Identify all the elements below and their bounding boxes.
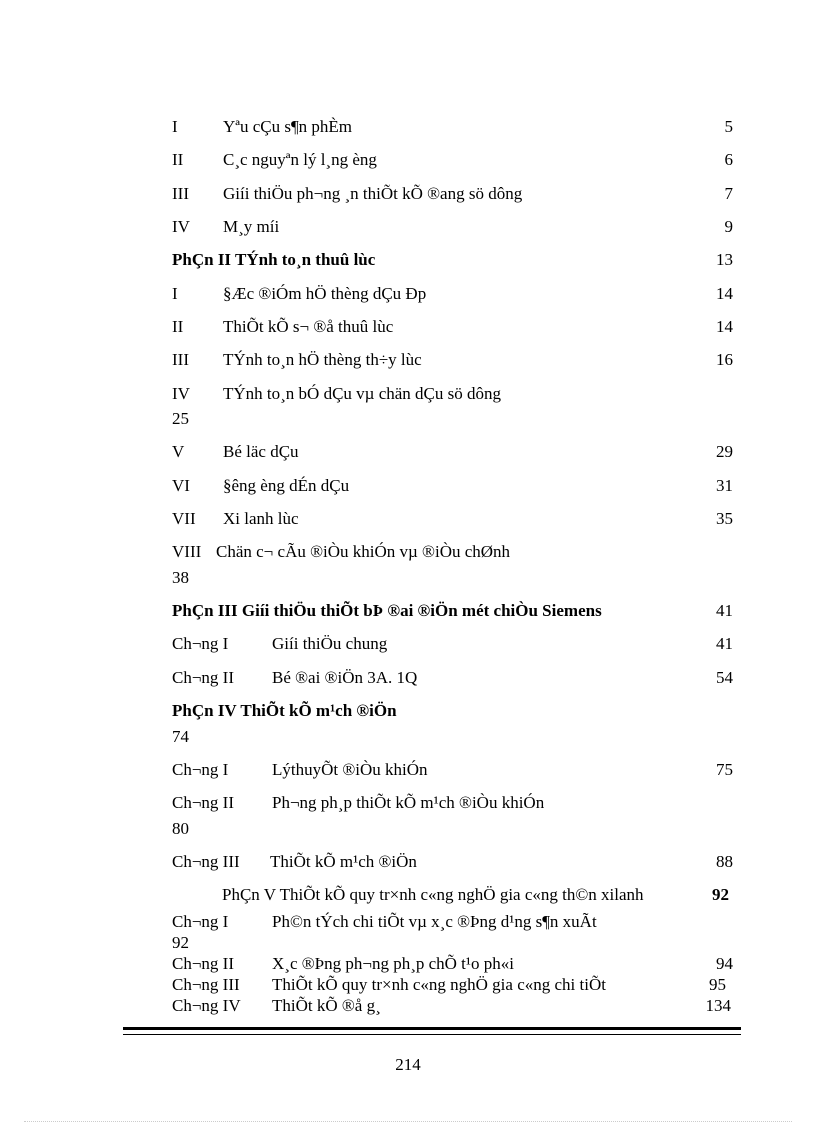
- toc-page: 9: [724, 217, 733, 236]
- toc-section-heading: [222, 884, 729, 906]
- footer-rule-thin: [123, 1034, 741, 1035]
- toc-title: Giíi thiÖu chung: [272, 634, 388, 653]
- toc-title: X¸c ®Þng ph¬ng ph¸p chÕ t¹o ph«i: [272, 954, 514, 973]
- toc-row: [172, 792, 733, 814]
- toc-number: III: [172, 184, 189, 203]
- toc-row: [172, 508, 733, 530]
- toc-row: [172, 349, 733, 371]
- toc-title: Bé ®ai ®iÖn 3A. 1Q: [272, 668, 418, 687]
- toc-row: [172, 383, 733, 405]
- toc-page-wrapped: 38: [172, 568, 189, 587]
- toc-row: [172, 283, 733, 305]
- toc-number: I: [172, 284, 178, 303]
- toc-title: Bé läc dÇu: [223, 442, 299, 461]
- toc-title: Giíi thiÖu ph¬ng ¸n thiÕt kÕ ®ang sö dông: [223, 184, 523, 203]
- toc-page: 14: [716, 284, 733, 303]
- toc-page: 54: [716, 668, 733, 687]
- page-number: 214: [395, 1055, 421, 1074]
- section-title: PhÇn II TÝnh to¸n thuû lùc: [172, 250, 376, 269]
- toc-row: [172, 216, 733, 238]
- toc-number: V: [172, 442, 185, 461]
- toc-page: 35: [716, 509, 733, 528]
- toc-page: 41: [716, 634, 733, 653]
- toc-page: 14: [716, 317, 733, 336]
- toc-page: 95: [709, 975, 726, 994]
- toc-row: [172, 441, 733, 463]
- toc-page: 75: [716, 760, 733, 779]
- toc-page: 5: [724, 117, 733, 136]
- toc-page: 13: [716, 250, 733, 269]
- toc-section-heading: [172, 249, 733, 271]
- toc-number: VII: [172, 509, 196, 528]
- toc-row: [172, 475, 733, 497]
- toc-row: [172, 995, 733, 1017]
- footer-rule-thick: [123, 1027, 741, 1030]
- toc-section-heading: [172, 600, 733, 622]
- toc-row: [172, 953, 733, 975]
- toc-number: III: [172, 350, 189, 369]
- toc-row: [172, 316, 733, 338]
- toc-number: Ch¬ng III: [172, 852, 240, 871]
- toc-row: [172, 541, 733, 563]
- toc-title: Xi lanh lùc: [223, 509, 299, 528]
- toc-page: 31: [716, 476, 733, 495]
- toc-number: Ch¬ng II: [172, 954, 234, 973]
- section-title: PhÇn III Giíi thiÖu thiÕt bÞ ®ai ®iÖn mét chiÒu Siemens: [172, 601, 602, 620]
- toc-title: ThiÕt kÕ s¬ ®å thuû lùc: [223, 317, 394, 336]
- toc-title: Chän c¬ cÃu ®iÒu khiÓn vµ ®iÒu chØnh: [216, 542, 511, 561]
- toc-title: TÝnh to¸n bÓ dÇu vµ chän dÇu sö dông: [223, 384, 502, 403]
- toc-page: 6: [724, 150, 733, 169]
- toc-page: 94: [716, 954, 733, 973]
- toc-title: Yªu cÇu s¶n phÈm: [223, 117, 353, 136]
- toc-title: TÝnh to¸n hÖ thèng th÷y lùc: [223, 350, 422, 369]
- toc-page: 134: [705, 996, 731, 1015]
- toc-row: [172, 851, 733, 873]
- toc-number: VI: [172, 476, 190, 495]
- toc-title: §Æc ®iÓm hÖ thèng dÇu Ðp: [223, 284, 427, 303]
- toc-row: [172, 149, 733, 171]
- toc-title: Ph©n tÝch chi tiÕt vµ x¸c ®Þng d¹ng s¶n xuÃt: [272, 912, 597, 931]
- toc-number: IV: [172, 384, 190, 403]
- toc-page: 16: [716, 350, 733, 369]
- toc-number: Ch¬ng II: [172, 793, 234, 812]
- toc-number: Ch¬ng II: [172, 668, 234, 687]
- toc-title: LýthuyÕt ®iÒu khiÓn: [272, 760, 428, 779]
- toc-title: ThiÕt kÕ m¹ch ®iÖn: [270, 852, 417, 871]
- toc-section-heading: [172, 700, 733, 722]
- toc-title: Ph¬ng ph¸p thiÕt kÕ m¹ch ®iÒu khiÓn: [272, 793, 545, 812]
- toc-number: I: [172, 117, 178, 136]
- toc-page-wrapped: 74: [172, 727, 189, 746]
- toc-title: ThiÕt kÕ ®å g¸: [272, 996, 381, 1015]
- page-edge-divider: [24, 1121, 792, 1122]
- toc-page: 41: [716, 601, 733, 620]
- toc-title: C¸c nguyªn lý l¸ng èng: [223, 150, 377, 169]
- toc-title: ThiÕt kÕ quy tr×nh c«ng nghÖ gia c«ng chi tiÕt: [272, 975, 606, 994]
- toc-row: [172, 633, 733, 655]
- toc-page: 7: [724, 184, 733, 203]
- toc-row: [172, 116, 733, 138]
- toc-page: 29: [716, 442, 733, 461]
- toc-row: [172, 183, 733, 205]
- toc-row: [172, 974, 733, 996]
- section-title: PhÇn V ThiÕt kÕ quy tr×nh c«ng nghÖ gia c«ng th©n xilanh: [222, 885, 644, 904]
- toc-row: [172, 759, 733, 781]
- toc-number: II: [172, 317, 184, 336]
- toc-number: II: [172, 150, 184, 169]
- toc-page-wrapped: 92: [172, 933, 189, 952]
- toc-page: 88: [716, 852, 733, 871]
- toc-page: 92: [712, 885, 729, 904]
- toc-page-wrapped: 25: [172, 409, 189, 428]
- section-title: PhÇn IV ThiÕt kÕ m¹ch ®iÖn: [172, 701, 397, 720]
- toc-number: Ch¬ng I: [172, 760, 229, 779]
- toc-row: [172, 667, 733, 689]
- toc-number: Ch¬ng III: [172, 975, 240, 994]
- toc-page-wrapped: 80: [172, 819, 189, 838]
- toc-row: [172, 911, 733, 933]
- toc-number: Ch¬ng I: [172, 912, 229, 931]
- toc-title: §êng èng dÉn dÇu: [223, 476, 350, 495]
- toc-number: Ch¬ng I: [172, 634, 229, 653]
- toc-number: VIII: [172, 542, 202, 561]
- toc-number: IV: [172, 217, 190, 236]
- toc-number: Ch¬ng IV: [172, 996, 241, 1015]
- toc-title: M¸y míi: [223, 217, 280, 236]
